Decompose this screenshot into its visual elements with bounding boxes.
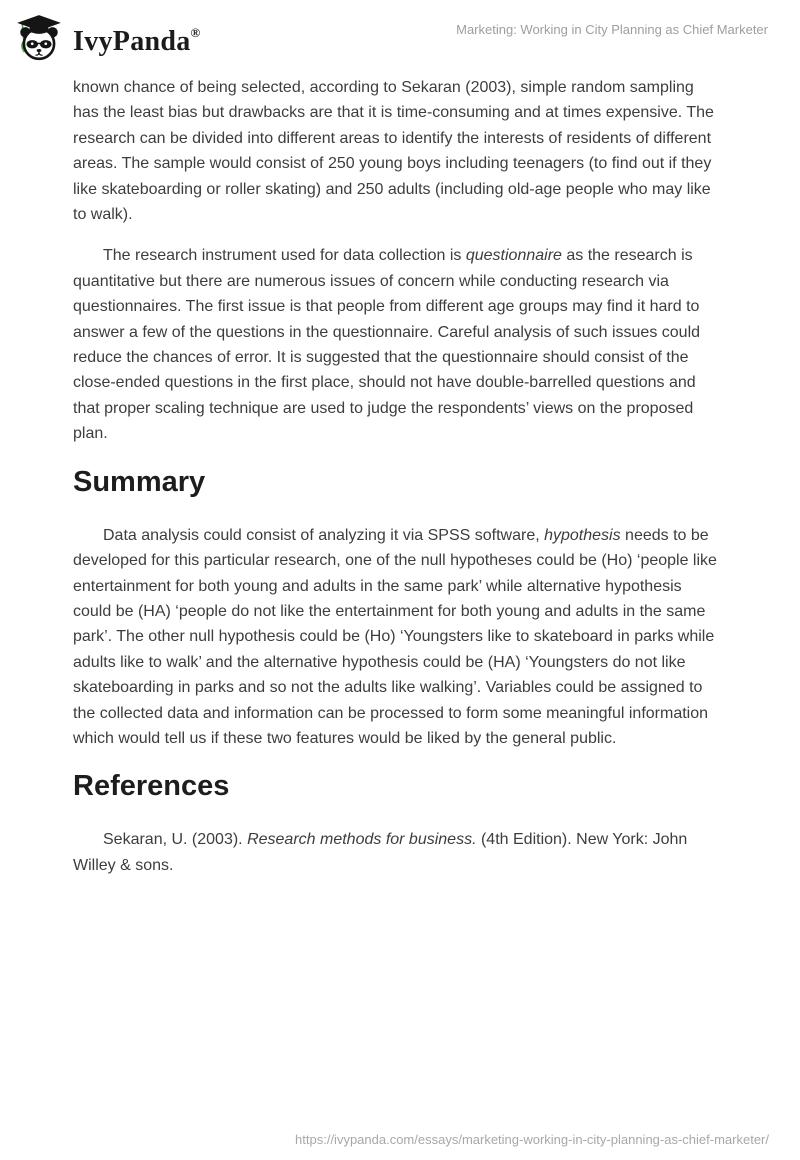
paragraph: Data analysis could consist of analyzing it via SPSS software, hypothesis needs to be developed for this particular research, one of the null hypotheses could be (Ho) ‘people like entertainment for both young and adults in the same park’ while alternative hypothesis could be (HA) ‘people do not like the entertainment for both young and adults in the same park’. The other null hypothesis could be (Ho) ‘Youngsters like to skateboard in parks while adults like to walk’ and the alternative hypothesis could be (HA) ‘Youngsters do not like skateboarding in parks and so not the adults like walking’. Variables could be assigned to the collected data and information can be processed to form some meaningful information which would tell us if these two features would be liked by the general public.	[73, 526, 717, 747]
source-url: https://ivypanda.com/essays/marketing-working-in-city-planning-as-chief-marketer/	[295, 1132, 769, 1147]
logo-wordmark: IvyPanda®	[73, 25, 201, 57]
document-title: Marketing: Working in City Planning as Chief Marketer	[456, 22, 768, 37]
section-heading: Summary	[73, 465, 206, 498]
section-heading: References	[73, 770, 230, 803]
page-header	[0, 0, 800, 62]
paragraph: The research instrument used for data collection is questionnaire as the research is quantitative but there are numerous issues of concern while conducting research via questionnaires. The first issue is that people from different age groups may find it hard to answer a few of the questions in the questionnaire. Careful analysis of such issues could reduce the chances of error. It is suggested that the questionnaire should consist of the close-ended questions in the first place, should not have double-barrelled questions and that proper scaling technique are used to judge the respondents’ views on the proposed plan.	[73, 247, 701, 443]
panda-logo-icon	[14, 13, 64, 63]
ivypanda-logo[interactable]	[14, 8, 201, 67]
paragraph: Sekaran, U. (2003). Research methods for business. (4th Edition). New York: John Willey & sons.	[73, 831, 688, 874]
paragraph: known chance of being selected, according to Sekaran (2003), simple random sampling has the least bias but drawbacks are that it is time-consuming and at times expensive. The research can be divided into different areas to identify the interests of residents of different areas. The sample would consist of 250 young boys including teenagers (to find out if they like skateboarding or roller skating) and 250 adults (including old-age people who may like to walk).	[73, 79, 714, 224]
registered-trademark-symbol: ®	[190, 25, 201, 40]
document-body	[0, 62, 800, 878]
